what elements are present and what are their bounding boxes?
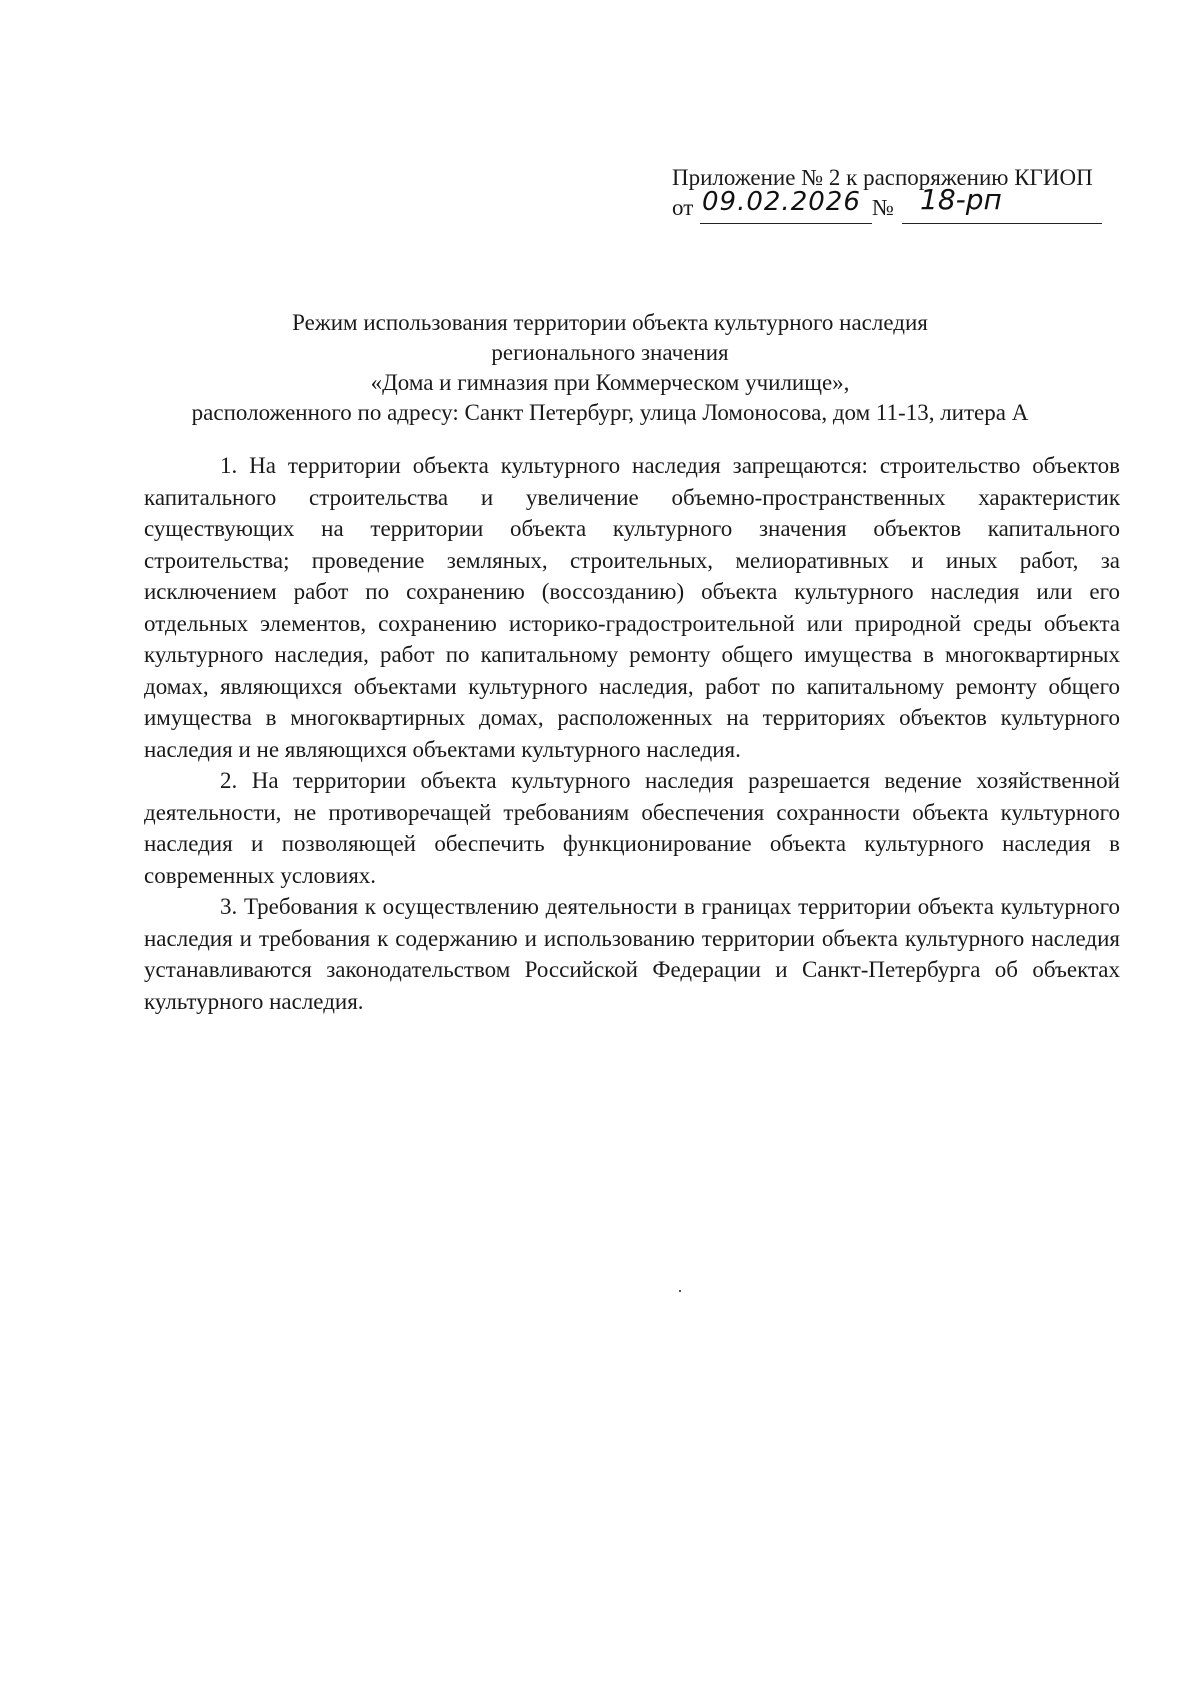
order-date-number-line — [672, 183, 1132, 227]
handwritten-order-number: 18-рп — [920, 183, 1002, 216]
title-line-2: регионального значения — [491, 340, 729, 365]
paragraph-1: 1. На территории объекта культурного наследия запрещаются: строительство объектов капитального строительства и увеличение объемно-пространственных характеристик существующих на территории объекта культурного значения объектов капитального строительства; проведение земляных, строительных, мелиоративных и иных работ, за исключением работ по сохранению (воссозданию) объекта культурного наследия или его отдельных элементов, сохранению историко-градостроительной или природной среды объекта культурного наследия, работ по капитальному ремонту общего имущества в многоквартирных домах, являющихся объектами культурного наследия, работ по капитальному ремонту общего имущества в многоквартирных домах, расположенных на территориях объектов культурного наследия и не являющихся объектами культурного наследия. — [144, 453, 1120, 762]
appendix-reference: Приложение № 2 к распоряжению КГИОП — [672, 165, 1093, 190]
paragraph-3: 3. Требования к осуществлению деятельности в границах территории объекта культурного наследия и требования к содержанию и использованию территории объекта культурного наследия устанавливаются законодательством Российской Федерации и Санкт-Петербурга об объектах культурного наследия. — [144, 894, 1120, 1014]
handwritten-date: 09.02.2026 — [702, 187, 861, 217]
date-prefix-label: от — [672, 195, 694, 220]
document-title — [130, 308, 1090, 428]
title-line-3: «Дома и гимназия при Коммерческом училище», — [370, 370, 850, 395]
scan-speck — [679, 1290, 681, 1292]
title-line-1: Режим использования территории объекта культурного наследия — [292, 310, 928, 335]
number-sign-label: № — [872, 195, 894, 220]
document-body — [144, 450, 1120, 1017]
appendix-header — [672, 163, 1132, 227]
title-line-4: расположенного по адресу: Санкт Петербург, улица Ломоносова, дом 11-13, литера А — [191, 400, 1029, 425]
paragraph-2: 2. На территории объекта культурного наследия разрешается ведение хозяйственной деятельности, не противоречащей требованиям обеспечения сохранности объекта культурного наследия и позволяющей обеспечить функционирование объекта культурного наследия в современных условиях. — [144, 768, 1120, 888]
